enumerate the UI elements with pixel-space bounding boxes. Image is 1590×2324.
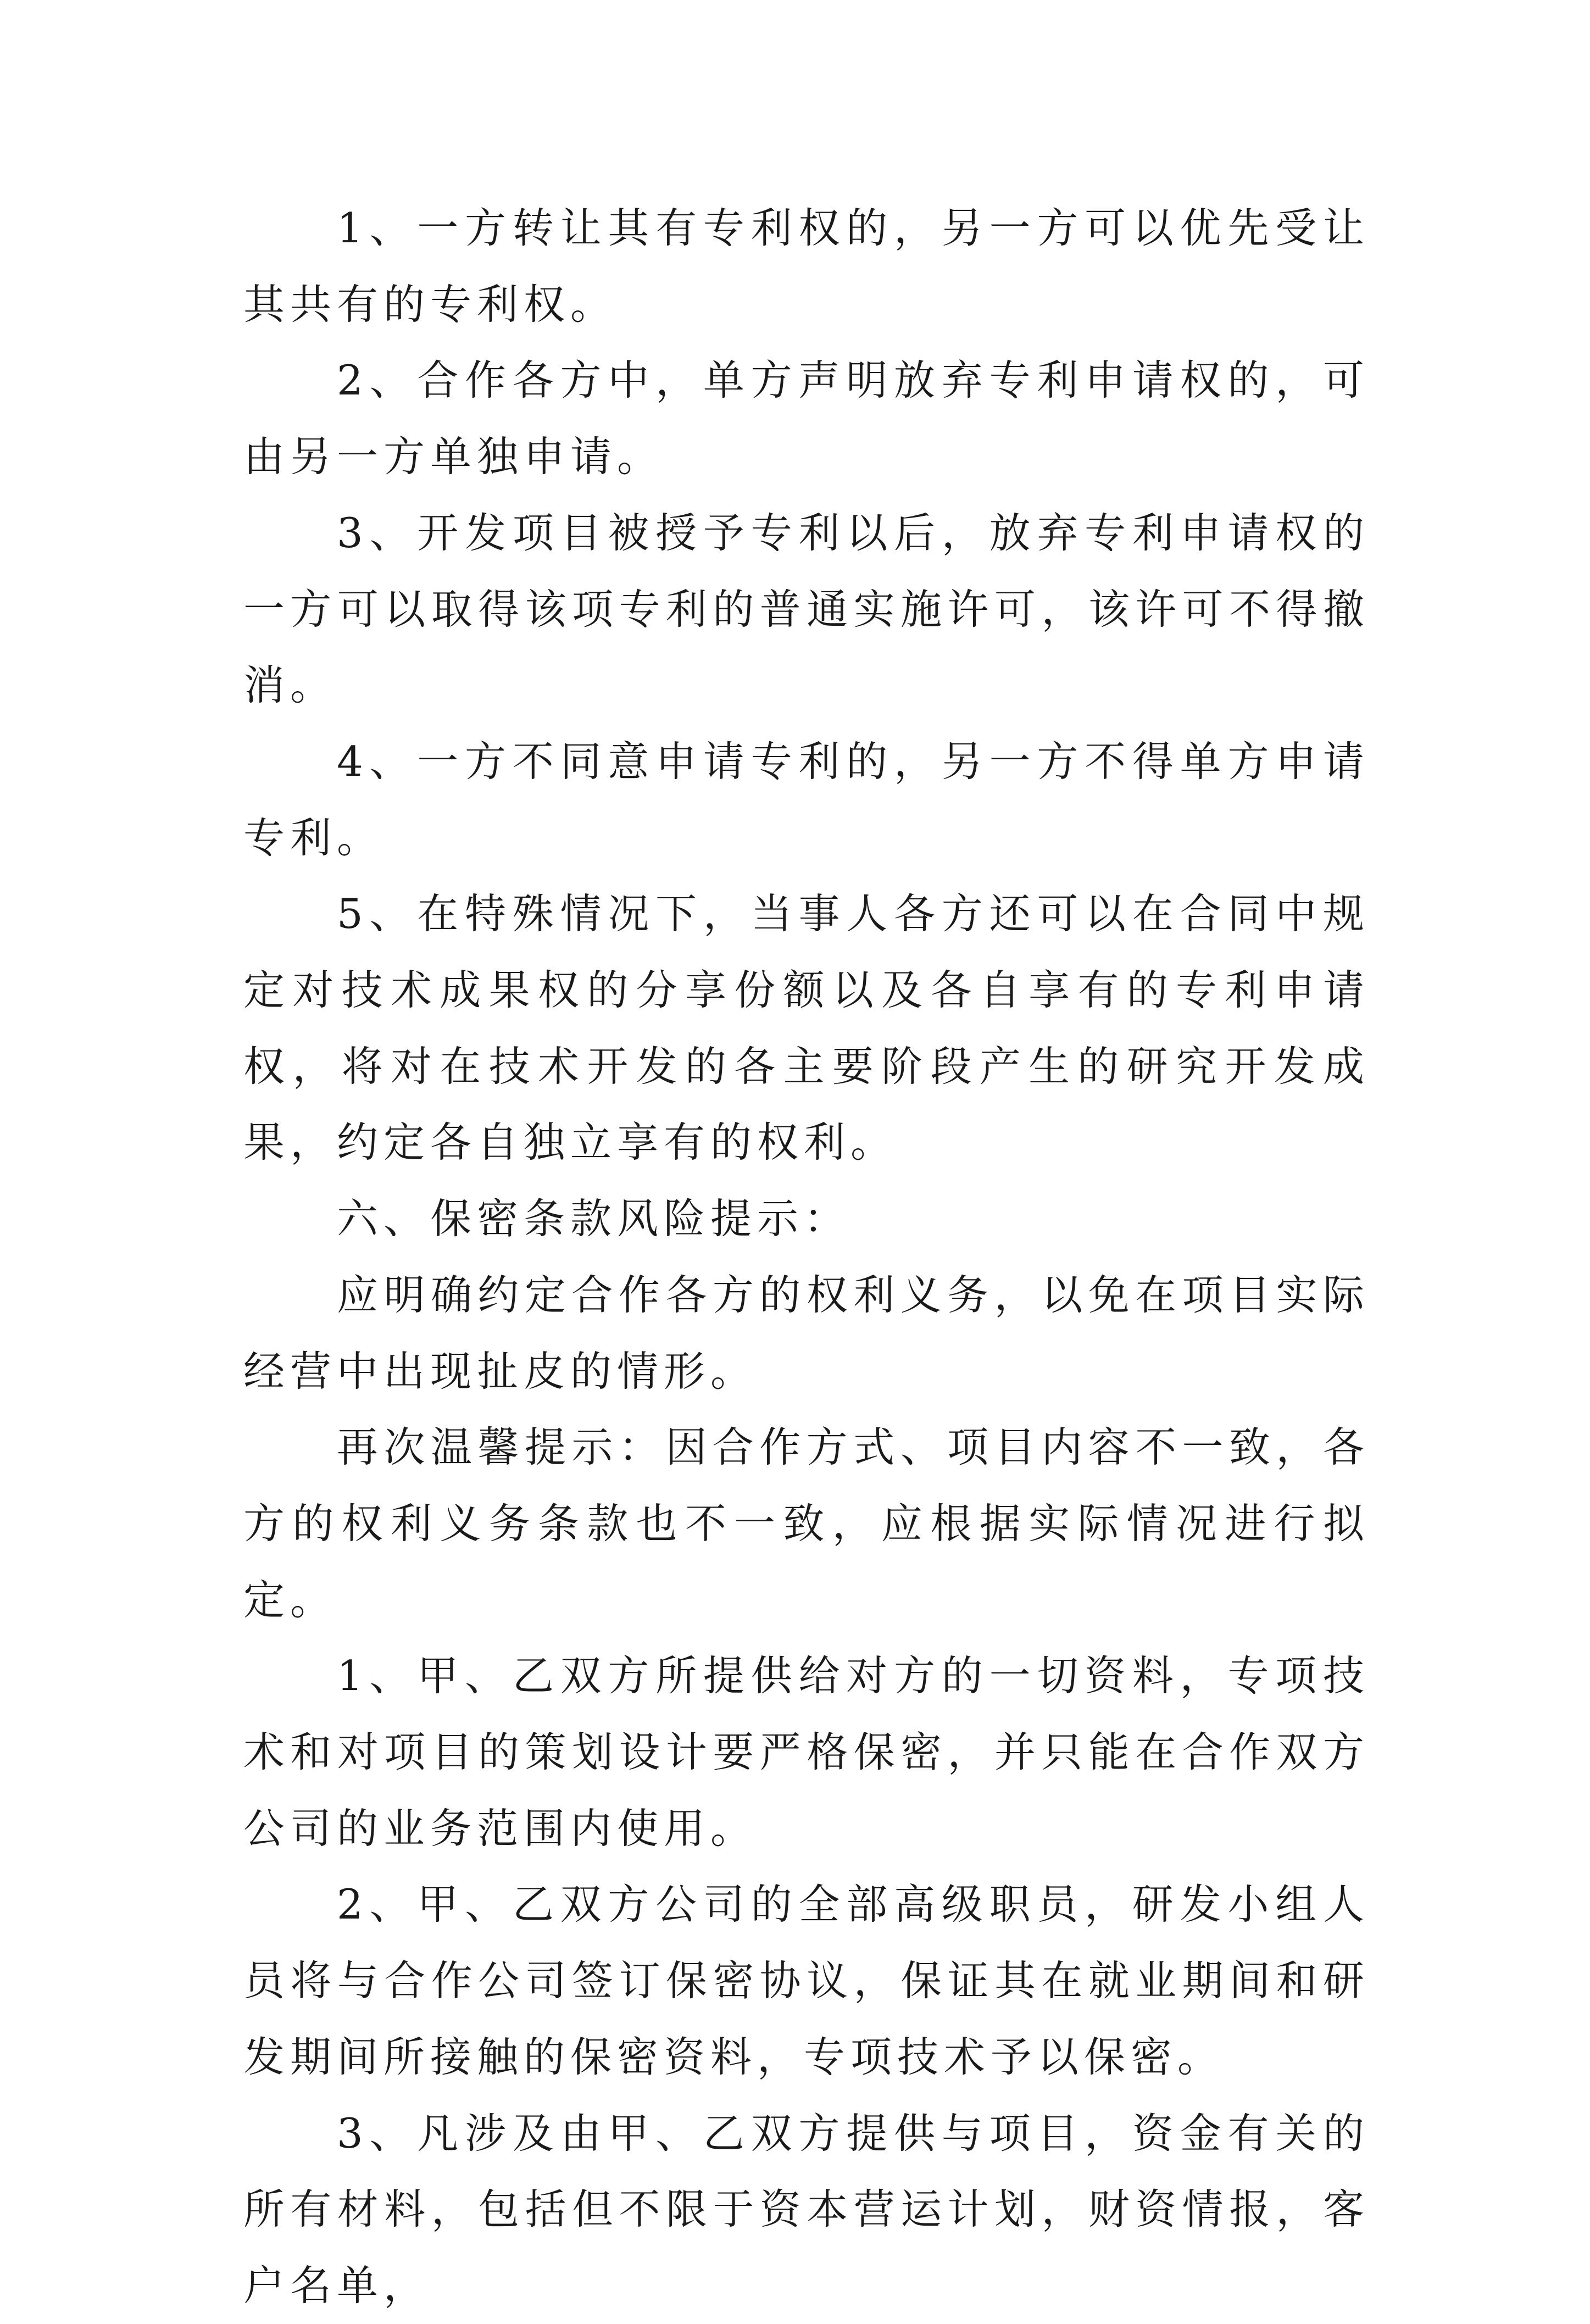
paragraph-5: 5、在特殊情况下，当事人各方还可以在合同中规定对技术成果权的分享份额以及各自享有的专利申请权，将对在技术开发的各主要阶段产生的研究开发成果，约定各自独立享有的权利。: [243, 889, 1370, 1167]
paragraph-1: 1、一方转让其有专利权的，另一方可以优先受让其共有的专利权。: [243, 204, 1370, 329]
paragraph-11: 3、凡涉及由甲、乙双方提供与项目，资金有关的所有材料，包括但不限于资本营运计划，财资情报，客户名单，: [243, 2109, 1370, 2310]
section-heading-confidentiality: 六、保密条款风险提示：: [337, 1194, 851, 1243]
paragraph-10: 2、甲、乙双方公司的全部高级职员，研发小组人员将与合作公司签订保密协议，保证其在就业期间和研发期间所接触的保密资料，专项技术予以保密。: [243, 1880, 1370, 2081]
paragraph-4: 4、一方不同意申请专利的，另一方不得单方申请专利。: [243, 737, 1370, 862]
paragraph-reminder: 再次温馨提示：因合作方式、项目内容不一致，各方的权利义务条款也不一致，应根据实际情况进行拟定。: [243, 1423, 1370, 1624]
paragraph-7: 应明确约定合作各方的权利义务，以免在项目实际经营中出现扯皮的情形。: [243, 1270, 1370, 1395]
paragraph-2: 2、合作各方中，单方声明放弃专利申请权的，可由另一方单独申请。: [243, 356, 1370, 481]
paragraph-9: 1、甲、乙双方所提供给对方的一切资料，专项技术和对项目的策划设计要严格保密，并只能在合作双方公司的业务范围内使用。: [243, 1652, 1370, 1853]
document-body: [243, 190, 1370, 2324]
paragraph-3: 3、开发项目被授予专利以后，放弃专利申请权的一方可以取得该项专利的普通实施许可，该许可不得撤消。: [243, 508, 1370, 710]
